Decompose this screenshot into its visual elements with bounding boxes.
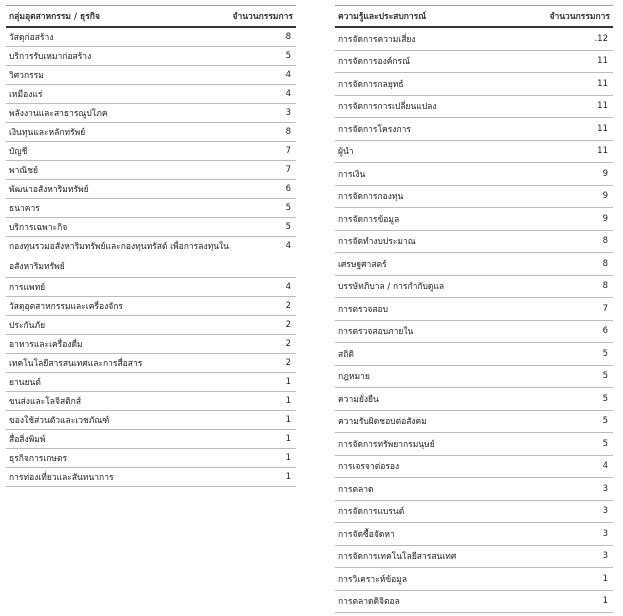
row-label: สถิติ [335, 343, 535, 366]
row-label: การเจรจาต่อรอง [335, 455, 535, 478]
row-count: 7 [232, 142, 296, 161]
row-label: ธนาคาร [6, 199, 232, 218]
row-label: การจัดการแบรนด์ [335, 500, 535, 523]
row-label: ยานยนต์ [6, 373, 232, 392]
table-row [335, 455, 613, 478]
row-label: วิศวกรรม [6, 66, 232, 85]
row-label: การจัดการความเสี่ยง [335, 27, 535, 50]
row-label: ความยั่งยืน [335, 388, 535, 411]
row-label: พัฒนาอสังหาริมทรัพย์ [6, 180, 232, 199]
table-row [6, 430, 296, 449]
table-row [6, 142, 296, 161]
expertise-header-row [335, 6, 613, 28]
table-row [335, 500, 613, 523]
row-count: 5 [535, 365, 613, 388]
row-label: การจัดการโครงการ [335, 118, 535, 141]
row-count: 5 [232, 47, 296, 66]
table-row [335, 185, 613, 208]
row-label: เทคโนโลยีสารสนเทศและการสื่อสาร [6, 354, 232, 373]
row-label: การจัดการข้อมูล [335, 208, 535, 231]
table-row [6, 237, 296, 278]
row-label: สื่อสิ่งพิมพ์ [6, 430, 232, 449]
row-label: การตลาด [335, 478, 535, 501]
table-row [335, 73, 613, 96]
row-label: การท่องเที่ยวและสันทนาการ [6, 468, 232, 487]
table-row [6, 85, 296, 104]
row-label: พาณิชย์ [6, 161, 232, 180]
row-label: กองทุนรวมอสังหาริมทรัพย์และกองทุนทรัสต์ เพื่อการลงทุนในอสังหาริมทรัพย์ [6, 237, 232, 278]
table-row [6, 354, 296, 373]
row-count: 8 [535, 253, 613, 276]
table-row [335, 27, 613, 50]
expertise-table-body [335, 27, 613, 613]
row-count: 5 [535, 433, 613, 456]
row-count: 1 [232, 392, 296, 411]
row-count: 1 [535, 568, 613, 591]
table-row [335, 230, 613, 253]
row-count: 1 [232, 430, 296, 449]
row-count: 3 [535, 478, 613, 501]
row-label: บริการรับเหมาก่อสร้าง [6, 47, 232, 66]
row-label: การตลาดดิจิตอล [335, 590, 535, 613]
row-count: .12 [535, 27, 613, 50]
table-row [6, 297, 296, 316]
table-row [6, 27, 296, 47]
row-count: 6 [232, 180, 296, 199]
row-count: 2 [232, 316, 296, 335]
row-count: 4 [232, 237, 296, 278]
table-row [335, 388, 613, 411]
row-count: 11 [535, 50, 613, 73]
table-row [6, 47, 296, 66]
table-row [6, 335, 296, 354]
row-count: 1 [232, 373, 296, 392]
table-row [335, 523, 613, 546]
table-row [335, 365, 613, 388]
row-label: ความรับผิดชอบต่อสังคม [335, 410, 535, 433]
row-label: การตรวจสอบภายใน [335, 320, 535, 343]
row-count: 5 [232, 199, 296, 218]
row-count: 4 [232, 85, 296, 104]
table-row [6, 66, 296, 85]
table-row [6, 411, 296, 430]
row-label: การจัดการกองทุน [335, 185, 535, 208]
row-count: 1 [232, 449, 296, 468]
table-row [335, 275, 613, 298]
industry-header-count: จำนวนกรรมการ [232, 6, 296, 28]
row-count: 1 [232, 468, 296, 487]
table-row [6, 104, 296, 123]
table-row [335, 343, 613, 366]
table-row [335, 410, 613, 433]
industry-header-category: กลุ่มอุตสาหกรรม / ธุรกิจ [6, 6, 232, 28]
row-count: 7 [535, 298, 613, 321]
row-count: 4 [232, 278, 296, 297]
industry-table-body [6, 27, 296, 487]
table-row [6, 161, 296, 180]
table-row [6, 123, 296, 142]
table-row [335, 118, 613, 141]
table-row [335, 253, 613, 276]
table-row [6, 218, 296, 237]
row-label: บรรษัทภิบาล / การกำกับดูแล [335, 275, 535, 298]
row-label: วัสดุอุตสาหกรรมและเครื่องจักร [6, 297, 232, 316]
row-count: 8 [535, 230, 613, 253]
row-label: ธุรกิจการเกษตร [6, 449, 232, 468]
row-count: 5 [535, 343, 613, 366]
row-label: การจัดการกลยุทธ์ [335, 73, 535, 96]
row-count: 5 [535, 388, 613, 411]
industry-header-row [6, 6, 296, 28]
row-label: พลังงานและสาธารณูปโภค [6, 104, 232, 123]
row-label: การจัดการการเปลี่ยนแปลง [335, 95, 535, 118]
row-count: 7 [232, 161, 296, 180]
row-count: 3 [232, 104, 296, 123]
row-count: 11 [535, 118, 613, 141]
expertise-header-count: จำนวนกรรมการ [535, 6, 613, 28]
table-row [335, 590, 613, 613]
row-label: การแพทย์ [6, 278, 232, 297]
row-count: 3 [535, 500, 613, 523]
row-count: 2 [232, 335, 296, 354]
row-label: ประกันภัย [6, 316, 232, 335]
table-row [6, 468, 296, 487]
row-count: 9 [535, 163, 613, 186]
table-row [335, 95, 613, 118]
row-count: 2 [232, 297, 296, 316]
row-label: ผู้นำ [335, 140, 535, 163]
table-row [6, 180, 296, 199]
row-count: 5 [535, 410, 613, 433]
row-count: 3 [535, 523, 613, 546]
row-label: ขนส่งและโลจิสติกส์ [6, 392, 232, 411]
row-count: 9 [535, 185, 613, 208]
row-count: 3 [535, 545, 613, 568]
row-count: 4 [535, 455, 613, 478]
table-row [335, 208, 613, 231]
expertise-table [335, 5, 613, 613]
row-count: 8 [232, 123, 296, 142]
expertise-header-category: ความรู้และประสบการณ์ [335, 6, 535, 28]
table-row [6, 449, 296, 468]
table-row [6, 199, 296, 218]
row-label: เงินทุนและหลักทรัพย์ [6, 123, 232, 142]
table-row [335, 320, 613, 343]
row-count: 8 [535, 275, 613, 298]
row-count: 2 [232, 354, 296, 373]
row-count: 4 [232, 66, 296, 85]
row-count: 11 [535, 140, 613, 163]
table-row [335, 298, 613, 321]
row-label: กฎหมาย [335, 365, 535, 388]
row-count: 11 [535, 73, 613, 96]
table-row [335, 50, 613, 73]
row-label: การจัดการเทคโนโลยีสารสนเทศ [335, 545, 535, 568]
table-row [335, 433, 613, 456]
row-label: การวิเคราะห์ข้อมูล [335, 568, 535, 591]
row-label: การจัดการทรัพยากรมนุษย์ [335, 433, 535, 456]
row-label: การจัดทำงบประมาณ [335, 230, 535, 253]
row-count: 8 [232, 27, 296, 47]
row-label: เหมืองแร่ [6, 85, 232, 104]
row-count: 1 [535, 590, 613, 613]
row-label: การตรวจสอบ [335, 298, 535, 321]
row-count: 6 [535, 320, 613, 343]
table-row [335, 163, 613, 186]
row-label: อาหารและเครื่องดื่ม [6, 335, 232, 354]
row-label: ของใช้ส่วนตัวและเวชภัณฑ์ [6, 411, 232, 430]
industry-table [6, 5, 296, 487]
row-count: 9 [535, 208, 613, 231]
table-row [6, 278, 296, 297]
row-label: การจัดการองค์กรณ์ [335, 50, 535, 73]
table-row [6, 392, 296, 411]
row-label: การเงิน [335, 163, 535, 186]
row-label: วัสดุก่อสร้าง [6, 27, 232, 47]
row-count: 11 [535, 95, 613, 118]
table-row [335, 478, 613, 501]
row-label: การจัดซื้อจัดหา [335, 523, 535, 546]
table-row [6, 316, 296, 335]
row-label: เศรษฐศาสตร์ [335, 253, 535, 276]
table-row [335, 568, 613, 591]
table-row [335, 140, 613, 163]
row-label: บัญชี [6, 142, 232, 161]
row-label: บริการเฉพาะกิจ [6, 218, 232, 237]
row-count: 1 [232, 411, 296, 430]
table-row [6, 373, 296, 392]
table-row [335, 545, 613, 568]
row-count: 5 [232, 218, 296, 237]
